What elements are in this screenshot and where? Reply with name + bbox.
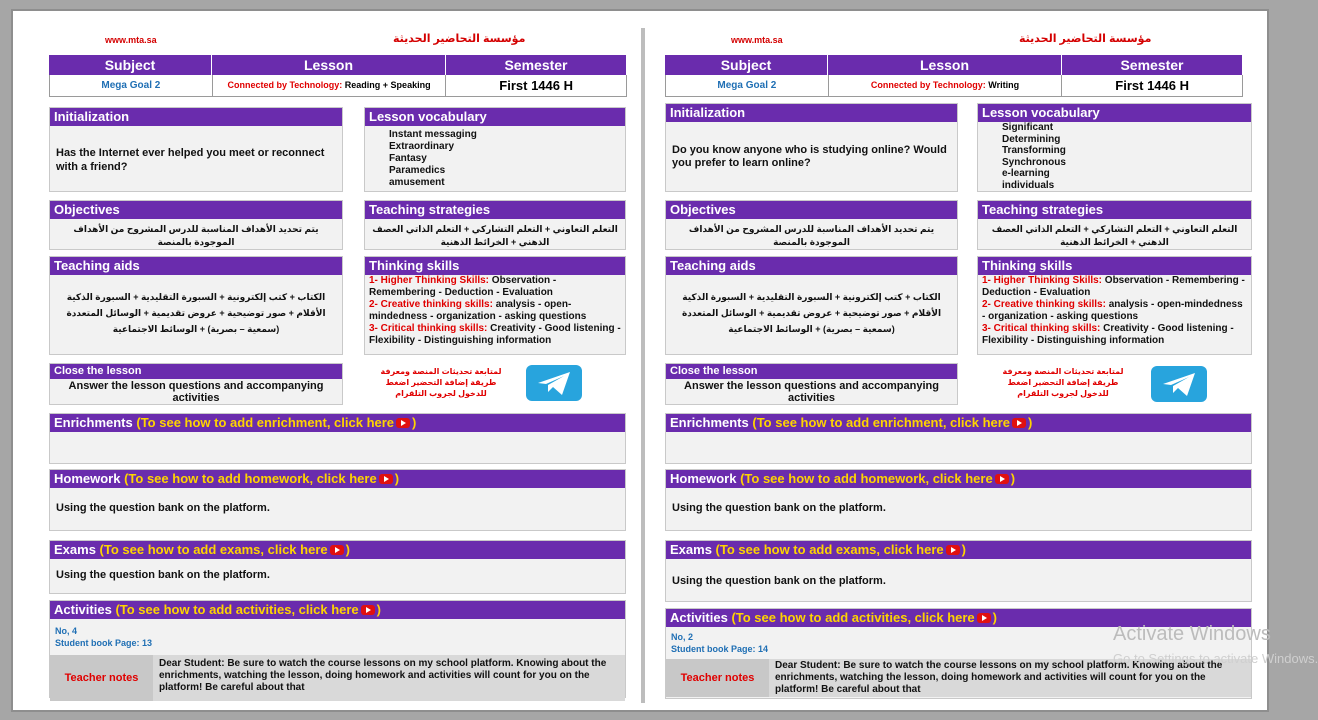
document-frame [11,9,1269,712]
close-lesson-text: Answer the lesson questions and accompanying activities [684,380,939,404]
youtube-icon[interactable] [396,418,410,428]
vocab-item: Paramedics [389,165,446,176]
vocab-item: Significant [1002,122,1054,133]
activity-page: Student book Page: 14 [671,644,769,654]
enrichments-box [49,413,626,464]
left-lesson-page [35,28,629,703]
semester-header: Semester [1062,55,1243,75]
telegram-icon[interactable] [1151,366,1207,402]
objectives-box [665,200,958,250]
homework-box [665,469,1252,531]
page-divider [641,28,645,703]
lesson-prefix: Connected by Technology: [227,80,343,90]
lesson-prefix: Connected by Technology: [870,80,986,90]
lesson-topic: Reading + Speaking [342,80,431,90]
initialization-text: Has the Internet ever helped you meet or reconnect with a friend? [56,147,325,173]
homework-text: Using the question bank on the platform. [672,502,886,514]
telegram-icon[interactable] [526,365,582,401]
youtube-icon[interactable] [379,474,393,484]
semester-value: First 1446 H [499,78,573,93]
activities-link[interactable]: (To see how to add activities, click here [731,610,975,625]
semester-value: First 1446 H [1115,78,1189,93]
activities-title: Activities [670,610,728,625]
enrichments-title: Enrichments [670,415,749,430]
close-lesson-box [49,363,343,405]
initialization-box [665,103,958,192]
vocabulary-box [364,107,626,192]
exams-box [49,540,626,594]
aids-box [665,256,958,355]
vocab-item: Determining [1002,133,1061,145]
thinking-list [978,275,1251,347]
thinking-item: 3- Critical thinking skills: Creativity - Good listening - Flexibility - Distinguishing information [369,323,621,346]
activate-windows-subtext: Go to Settings to activate Windows. [1113,651,1318,666]
thinking-item: 1- Higher Thinking Skills: Observation - Remembering - Deduction - Evaluation [369,275,557,298]
exams-box [665,540,1252,602]
lesson-header: Lesson [828,55,1062,75]
thinking-item: 2- Creative thinking skills: analysis - open-mindedness - organization - asking questions [982,299,1243,322]
strategies-title: Teaching strategies [978,201,1251,219]
exams-title: Exams [54,542,96,557]
youtube-icon[interactable] [330,545,344,555]
thinking-box [364,256,626,355]
strategies-box [364,200,626,250]
lesson-topic: Writing [985,80,1020,90]
teacher-notes-text: Dear Student: Be sure to watch the course lessons on my school platform. Knowing about the enrichments, watching the lesson, doing homework and activities will count for you on the platform! Be careful about that [769,659,1251,697]
teacher-notes-label: Teacher notes [680,672,755,684]
homework-title: Homework [670,471,737,486]
aids-title: Teaching aids [666,257,957,275]
telegram-promo-text[interactable]: لمتابعة تحديثات المنصة ومعرفة طريقة إضافة التحضير اضغط للدخول لجروب التلقرام [380,367,502,398]
vocab-item: e-learning [1002,168,1050,179]
homework-bar: Homework (To see how to add homework, click here ) [50,470,625,488]
thinking-item: 3- Critical thinking skills: Creativity - Good listening - Flexibility - Distinguishing information [982,323,1234,346]
thinking-title: Thinking skills [365,257,625,275]
initialization-box [49,107,343,192]
vocab-item: Transforming [1002,145,1066,156]
exams-link[interactable]: (To see how to add exams, click here [715,542,944,557]
strategies-title: Teaching strategies [365,201,625,219]
header-table [665,55,1243,97]
teacher-notes-row [50,655,625,701]
homework-title: Homework [54,471,121,486]
youtube-icon[interactable] [946,545,960,555]
objectives-title: Objectives [666,201,957,219]
activities-link[interactable]: (To see how to add activities, click here [115,602,359,617]
thinking-box [977,256,1252,355]
exams-title: Exams [670,542,712,557]
thinking-list [365,275,625,347]
strategies-box [977,200,1252,250]
activities-box [49,600,626,698]
subject-header: Subject [49,55,212,75]
subject-value: Mega Goal 2 [101,80,161,91]
vocab-item: Synchronous [1002,156,1066,168]
thinking-item: 1- Higher Thinking Skills: Observation - Remembering - Deduction - Evaluation [982,275,1245,298]
activity-number: No, 4 [55,626,78,636]
lesson-value [223,81,434,90]
exams-text: Using the question bank on the platform. [672,575,886,587]
initialization-title: Initialization [50,108,342,126]
activities-title: Activities [54,602,112,617]
objectives-text: يتم تحديد الأهداف المناسبة للدرس المشروح من الأهداف الموجودة بالمنصة [73,224,319,247]
objectives-title: Objectives [50,201,342,219]
right-lesson-page [661,28,1255,703]
enrichments-link[interactable]: (To see how to add enrichment, click here [136,415,395,430]
site-url[interactable]: www.mta.sa [105,35,157,45]
vocabulary-title: Lesson vocabulary [978,104,1251,122]
thinking-title: Thinking skills [978,257,1251,275]
subject-header: Subject [665,55,828,75]
teacher-notes-label: Teacher notes [64,672,139,684]
vocab-item: amusement [389,177,445,188]
org-name: مؤسسة التحاضير الحديثة [393,33,526,45]
aids-title: Teaching aids [50,257,342,275]
exams-bar: Exams (To see how to add exams, click here ) [50,541,625,559]
vocab-item: Fantasy [389,153,427,164]
youtube-icon[interactable] [977,613,991,623]
enrichments-bar: Enrichments (To see how to add enrichment, click here ) [50,414,625,432]
youtube-icon[interactable] [1012,418,1026,428]
vocab-item: Extraordinary [389,141,455,152]
homework-link[interactable]: (To see how to add homework, click here [740,471,993,486]
aids-text: الكتاب + كتب إلكترونية + السبورة التقليدية + السبورة الذكية الأقلام + صور توضيحية + عروض تقديمية + الوسائل المتعددة (سمعية – بصرية) + الوسائط الاجتماعية [681,292,942,334]
exams-text: Using the question bank on the platform. [56,569,270,581]
teacher-notes-text: Dear Student: Be sure to watch the course lessons on my school platform. Knowing about the enrichments, watching the lesson, doing homework and activities will count for you on the platform! Be careful about that [153,655,625,701]
close-lesson-box [665,363,958,405]
enrichments-link[interactable]: (To see how to add enrichment, click here [752,415,1011,430]
vocabulary-list [978,122,1251,191]
enrichments-bar: Enrichments (To see how to add enrichment, click here ) [666,414,1251,432]
site-url[interactable]: www.mta.sa [731,35,783,45]
homework-text: Using the question bank on the platform. [56,502,270,514]
homework-link[interactable]: (To see how to add homework, click here [124,471,377,486]
homework-bar: Homework (To see how to add homework, click here ) [666,470,1251,488]
close-lesson-title: Close the lesson [666,364,957,379]
activity-page: Student book Page: 13 [55,638,153,648]
youtube-icon[interactable] [361,605,375,615]
enrichments-box [665,413,1252,464]
vocabulary-list [365,129,625,189]
semester-header: Semester [446,55,627,75]
vocab-item: Instant messaging [389,129,477,140]
close-lesson-title: Close the lesson [50,364,342,379]
homework-box [49,469,626,531]
aids-text: الكتاب + كتب إلكترونية + السبورة التقليدية + السبورة الذكية الأقلام + صور توضيحية + عروض تقديمية + الوسائل المتعددة (سمعية – بصرية) + الوسائط الاجتماعية [66,292,326,334]
lesson-header: Lesson [212,55,446,75]
youtube-icon[interactable] [995,474,1009,484]
activate-windows-watermark: Activate Windows [1113,623,1271,645]
subject-value: Mega Goal 2 [717,80,777,91]
vocabulary-title: Lesson vocabulary [365,108,625,126]
enrichments-title: Enrichments [54,415,133,430]
telegram-promo-text[interactable]: لمتابعة تحديثات المنصة ومعرفة طريقة إضافة التحضير اضغط للدخول لجروب التلقرام [1002,367,1124,398]
initialization-title: Initialization [666,104,957,122]
close-lesson-text: Answer the lesson questions and accompanying activities [68,380,324,404]
activity-number: No, 2 [671,632,694,642]
exams-link[interactable]: (To see how to add exams, click here [99,542,328,557]
header-table [49,55,627,97]
exams-bar: Exams (To see how to add exams, click here ) [666,541,1251,559]
thinking-item: 2- Creative thinking skills: analysis - open-mindedness - organization - asking questions [369,299,587,322]
vocab-item: individuals [1002,179,1055,191]
initialization-text: Do you know anyone who is studying online? Would you prefer to learn online? [672,144,947,169]
objectives-text: يتم تحديد الأهداف المناسبة للدرس المشروح من الأهداف الموجودة بالمنصة [688,224,935,247]
org-name: مؤسسة التحاضير الحديثة [1019,33,1152,45]
objectives-box [49,200,343,250]
lesson-value [867,81,1023,90]
strategies-text: التعلم التعاوني + التعلم التشاركي + التعلم الذاتي العصف الذهني + الخرائط الذهنية [372,224,618,247]
activities-bar: Activities (To see how to add activities, click here ) [666,609,1251,627]
activities-bar: Activities (To see how to add activities, click here ) [50,601,625,619]
vocabulary-box [977,103,1252,192]
aids-box [49,256,343,355]
strategies-text: التعلم التعاوني + التعلم التشاركي + التعلم الذاتي العصف الذهني + الخرائط الذهنية [991,224,1238,247]
